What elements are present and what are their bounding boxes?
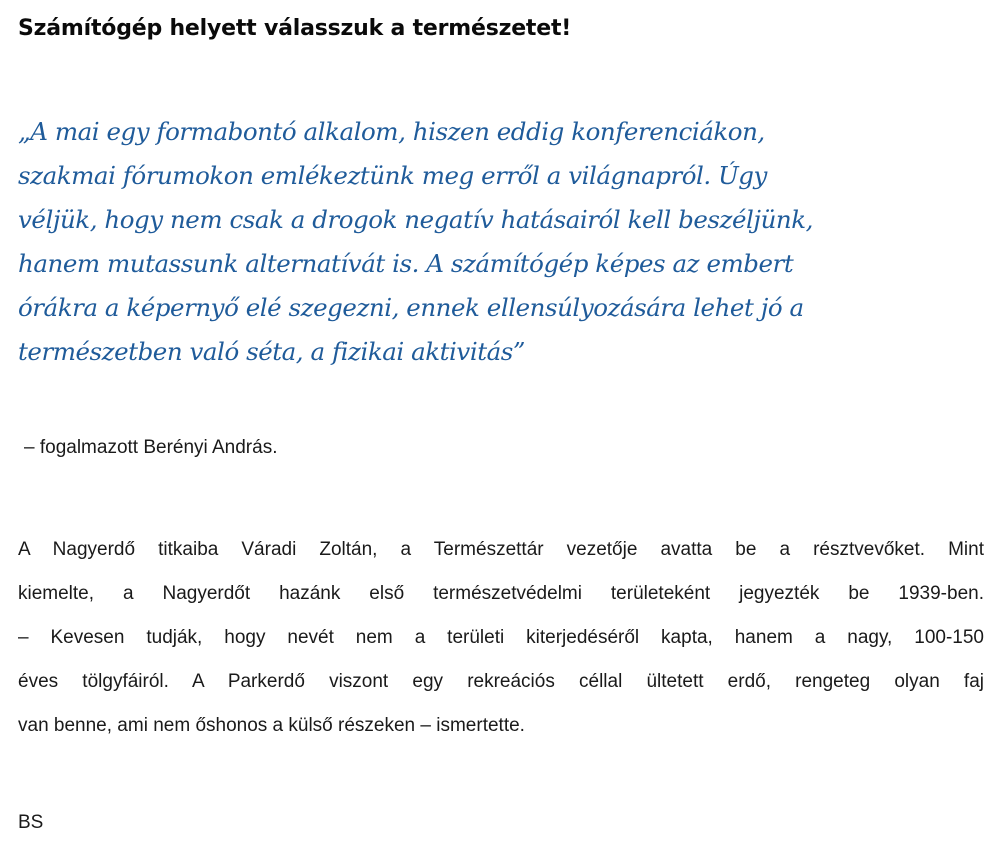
body-line: éves tölgyfáiról. A Parkerdő viszont egy rekreációs céllal ültetett erdő, rengeteg olyan faj (18, 671, 984, 692)
quote-line: véljük, hogy nem csak a drogok negatív hatásairól kell beszéljünk, (18, 205, 813, 234)
body-line: – Kevesen tudják, hogy nevét nem a területi kiterjedéséről kapta, hanem a nagy, 100-150 (18, 627, 984, 648)
body-line: A Nagyerdő titkaiba Váradi Zoltán, a Természettár vezetője avatta be a résztvevőket. Mint (18, 539, 984, 560)
body-line: kiemelte, a Nagyerdőt hazánk első természetvédelmi területeként jegyezték be 1939-ben. (18, 583, 984, 604)
body-line: van benne, ami nem őshonos a külső részeken – ismertette. (18, 715, 525, 736)
quote-line: órákra a képernyő elé szegezni, ennek ellensúlyozására lehet jó a (18, 293, 804, 322)
body-paragraph (18, 528, 984, 748)
author-signature: BS (18, 812, 44, 833)
quote-line: „A mai egy formabontó alkalom, hiszen eddig konferenciákon, (18, 117, 765, 146)
quote-attribution: – fogalmazott Berényi András. (24, 437, 278, 458)
article-heading: Számítógép helyett válasszuk a természetet! (18, 16, 572, 41)
quote-line: természetben való séta, a fizikai aktivitás” (18, 337, 525, 366)
quote-line: hanem mutassunk alternatívát is. A számítógép képes az embert (18, 249, 794, 278)
pull-quote (18, 110, 984, 374)
quote-line: szakmai fórumokon emlékeztünk meg erről a világnapról. Úgy (18, 161, 767, 190)
